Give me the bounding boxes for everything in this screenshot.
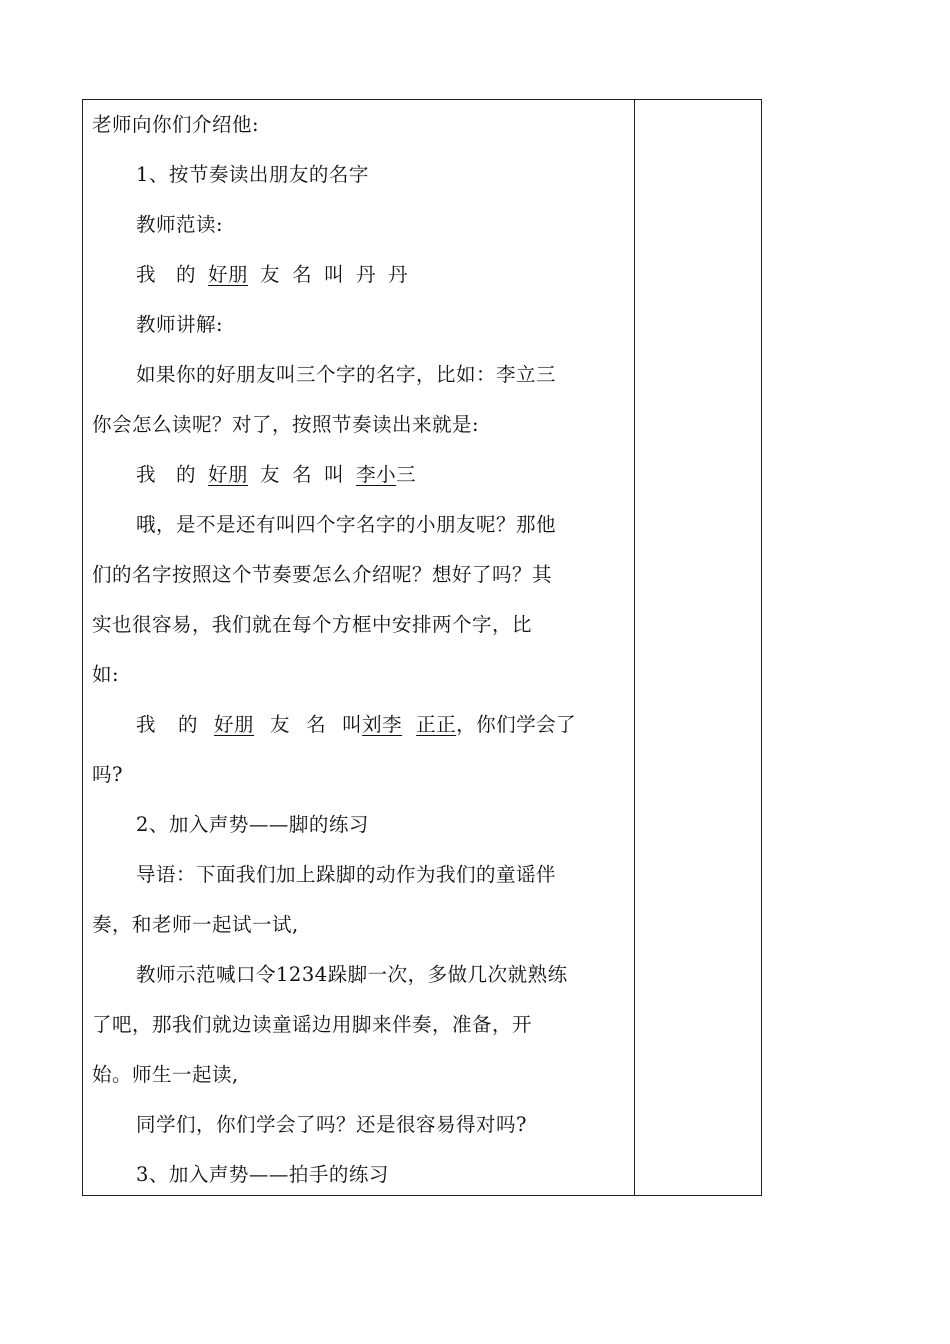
text-line-10: 们的名字按照这个节奏要怎么介绍呢？想好了吗？其 — [92, 563, 553, 586]
rhythm-word: 丹 — [356, 263, 377, 286]
rhythm-word: 名 — [292, 263, 313, 286]
text-line-7: 你会怎么读呢？对了，按照节奏读出来就是: — [92, 413, 480, 436]
text-line-18: 教师示范喊口令1234跺脚一次，多做几次就熟练 — [136, 963, 568, 986]
rhythm-word: 名 — [292, 463, 313, 486]
text-line-1: 老师向你们介绍他: — [92, 113, 260, 136]
rhythm-line-2 — [92, 450, 624, 500]
rhythm-word-underlined: 正正 — [416, 713, 457, 736]
lesson-table — [82, 99, 762, 1196]
text-line-21: 同学们，你们学会了吗？还是很容易得对吗? — [136, 1113, 527, 1136]
text-line-6: 如果你的好朋友叫三个字的名字，比如：李立三 — [136, 363, 557, 386]
text-line-20: 始。师生一起读, — [92, 1063, 239, 1086]
rhythm-word-underlined: 李小 — [356, 463, 397, 486]
rhythm-word: 友 — [260, 463, 281, 486]
rhythm-word: 的 — [178, 713, 199, 736]
rhythm-word-underlined: 刘李 — [362, 713, 403, 736]
text-line-16: 导语：下面我们加上跺脚的动作为我们的童谣伴 — [136, 863, 557, 886]
text-line-9: 哦，是不是还有叫四个字名字的小朋友呢？那他 — [136, 513, 557, 536]
section-heading-3: 3、加入声势——拍手的练习 — [136, 1163, 389, 1186]
rhythm-word: 我 — [136, 713, 157, 736]
rhythm-word: 的 — [176, 263, 197, 286]
rhythm-word-underlined: 好朋 — [208, 463, 249, 486]
text-line-17: 奏，和老师一起试一试, — [92, 913, 299, 936]
rhythm-line-tail: ，你们学会了 — [456, 713, 577, 736]
rhythm-word: 友 — [260, 263, 281, 286]
rhythm-word: 丹 — [388, 263, 409, 286]
text-line-14: 吗? — [92, 763, 123, 786]
text-line-19: 了吧，那我们就边读童谣边用脚来伴奏，准备，开 — [92, 1013, 533, 1036]
rhythm-word: 叫 — [324, 263, 345, 286]
rhythm-word: 叫 — [324, 463, 345, 486]
rhythm-word: 我 — [136, 463, 157, 486]
section-heading-2: 2、加入声势——脚的练习 — [136, 813, 369, 836]
text-line-11: 实也很容易，我们就在每个方框中安排两个字，比 — [92, 613, 533, 636]
lesson-content-cell — [92, 100, 624, 1200]
rhythm-word: 叫 — [342, 713, 363, 736]
section-heading-1: 1、按节奏读出朋友的名字 — [136, 163, 369, 186]
rhythm-word: 友 — [270, 713, 291, 736]
column-divider — [634, 100, 635, 1195]
rhythm-word: 三 — [396, 463, 417, 486]
text-line-5: 教师讲解: — [136, 313, 224, 336]
rhythm-word-underlined: 好朋 — [208, 263, 249, 286]
rhythm-word: 我 — [136, 263, 157, 286]
rhythm-word: 的 — [176, 463, 197, 486]
rhythm-word-underlined: 好朋 — [214, 713, 255, 736]
rhythm-line-3 — [92, 700, 624, 750]
text-line-3: 教师范读: — [136, 213, 224, 236]
rhythm-line-1 — [92, 250, 624, 300]
rhythm-word: 名 — [306, 713, 327, 736]
text-line-12: 如: — [92, 663, 120, 686]
